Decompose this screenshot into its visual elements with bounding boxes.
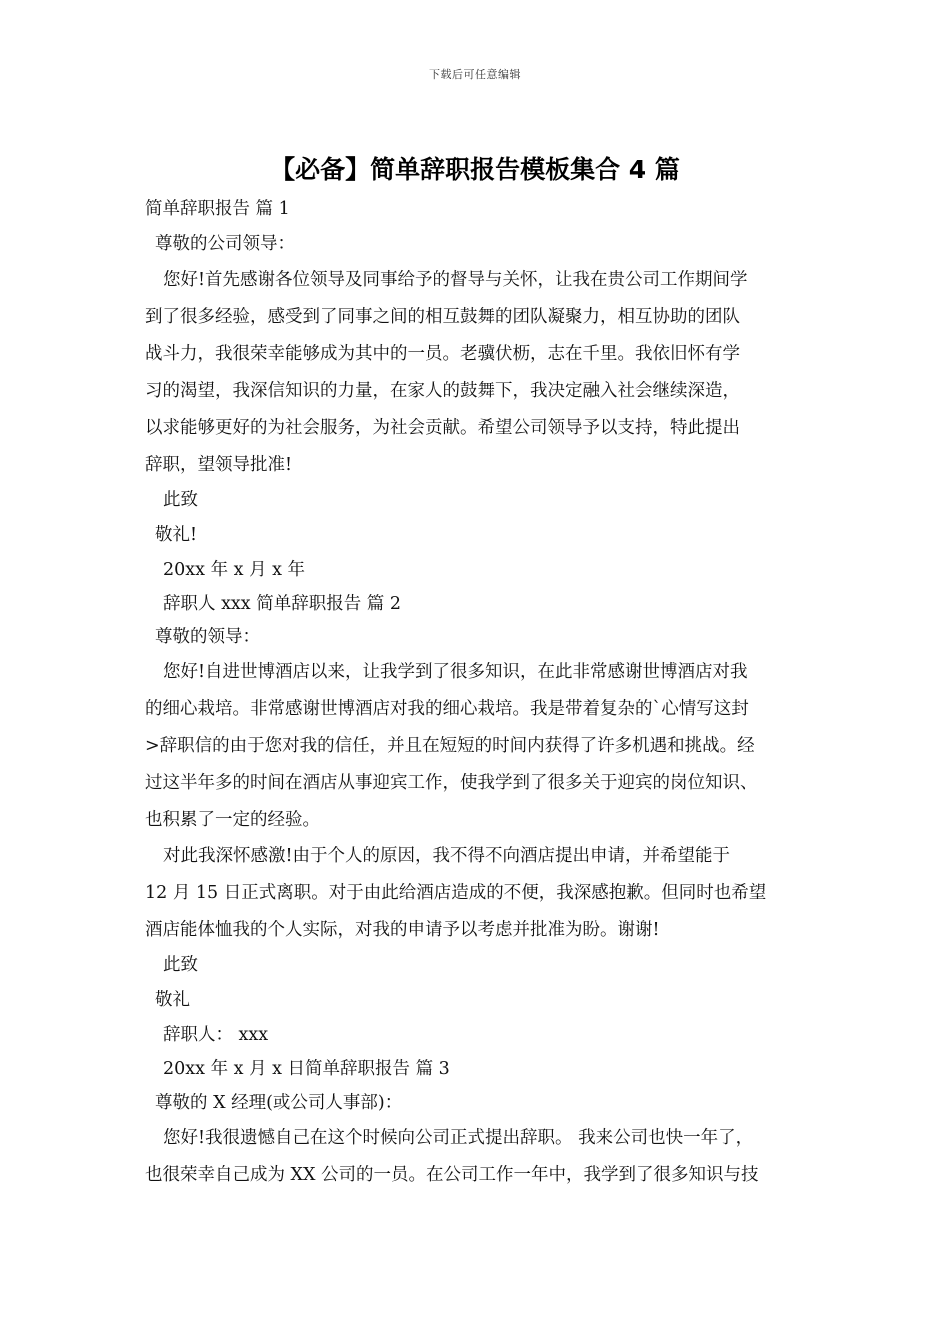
paragraph-line: 以求能够更好的为社会服务，为社会贡献。希望公司领导予以支持，特此提出 xyxy=(145,418,740,438)
paragraph-line: 战斗力，我很荣幸能够成为其中的一员。老骥伏枥，志在千里。我依旧怀有学 xyxy=(145,344,740,364)
section-heading-1: 简单辞职报告 篇 1 xyxy=(145,199,290,219)
paragraph-line: 您好!自进世博酒店以来，让我学到了很多知识，在此非常感谢世博酒店对我 xyxy=(163,662,748,682)
salutation-3: 尊敬的 X 经理(或公司人事部)： xyxy=(155,1093,403,1113)
paragraph-line: 也很荣幸自己成为 XX 公司的一员。在公司工作一年中，我学到了很多知识与技 xyxy=(145,1165,759,1185)
salutation-1: 尊敬的公司领导： xyxy=(155,234,295,254)
closing-line: 此致 xyxy=(163,490,198,510)
paragraph-line: 对此我深怀感激!由于个人的原因，我不得不向酒店提出申请，并希望能于 xyxy=(163,846,731,866)
signature-line: 辞职人： xxx xyxy=(163,1025,269,1045)
paragraph-line: 酒店能体恤我的个人实际，对我的申请予以考虑并批准为盼。谢谢! xyxy=(145,920,660,940)
paragraph-line: >辞职信的由于您对我的信任，并且在短短的时间内获得了许多机遇和挑战。经 xyxy=(145,736,755,756)
date-line: 20xx 年 x 月 x 年 xyxy=(163,560,306,580)
closing-line: 敬礼 xyxy=(155,990,190,1010)
paragraph-line: 也积累了一定的经验。 xyxy=(145,810,320,830)
page-title: 【必备】简单辞职报告模板集合 4 篇 xyxy=(270,155,680,184)
paragraph-line: 您好!首先感谢各位领导及同事给予的督导与关怀，让我在贵公司工作期间学 xyxy=(163,270,748,290)
paragraph-line: 习的渴望，我深信知识的力量，在家人的鼓舞下，我决定融入社会继续深造， xyxy=(145,381,740,401)
paragraph-line: 12 月 15 日正式离职。对于由此给酒店造成的不便，我深感抱歉。但同时也希望 xyxy=(145,883,767,903)
salutation-2: 尊敬的领导： xyxy=(155,627,260,647)
paragraph-line: 辞职，望领导批准! xyxy=(145,455,293,475)
header-note: 下载后可任意编辑 xyxy=(429,68,521,81)
section-heading-2: 辞职人 xxx 简单辞职报告 篇 2 xyxy=(163,594,401,614)
paragraph-line: 到了很多经验，感受到了同事之间的相互鼓舞的团队凝聚力，相互协助的团队 xyxy=(145,307,740,327)
closing-line: 此致 xyxy=(163,955,198,975)
paragraph-line: 的细心栽培。非常感谢世博酒店对我的细心栽培。我是带着复杂的`心情写这封 xyxy=(145,699,749,719)
paragraph-line: 您好!我很遗憾自己在这个时候向公司正式提出辞职。 我来公司也快一年了， xyxy=(163,1128,754,1148)
closing-line: 敬礼! xyxy=(155,525,198,545)
section-heading-3: 20xx 年 x 月 x 日简单辞职报告 篇 3 xyxy=(163,1059,450,1079)
paragraph-line: 过这半年多的时间在酒店从事迎宾工作，使我学到了很多关于迎宾的岗位知识、 xyxy=(145,773,758,793)
